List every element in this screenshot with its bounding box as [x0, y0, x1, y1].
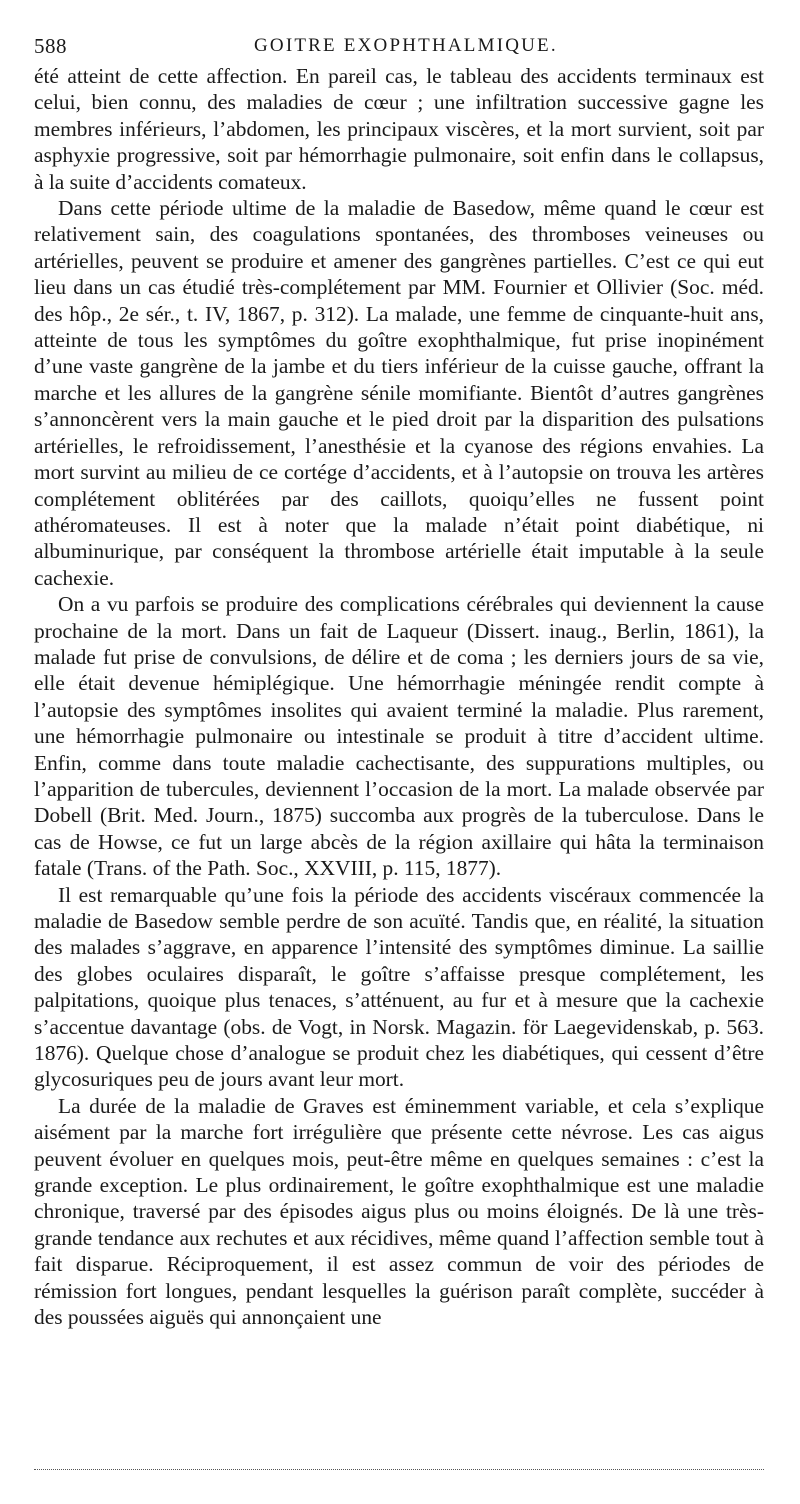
paragraph-4: Il est remarquable qu’une fois la période des accidents viscéraux commencée la maladie de Basedow semble perdre de son acuïté. Tandis que, en réalité, la situation des malades s’aggrave, en apparence l’intensité des symptômes diminue. La saillie des globes oculaires disparaît, le goître s’affaisse presque complétement, les palpitations, quoique plus tenaces, s’atténuent, au fur et à mesure que la cachexie s’accentue davantage (obs. de Vogt, in Norsk. Magazin. för Laegevidenskab, p. 563. 1876). Quelque chose d’analogue se produit chez les diabétiques, qui cessent d’être glycosuriques peu de jours avant leur mort. — [34, 882, 764, 1092]
paragraph-3: On a vu parfois se produire des complications cérébrales qui deviennent la cause prochaine de la mort. Dans un fait de Laqueur (Dissert. inaug., Berlin, 1861), la malade fut prise de convulsions, de délire et de coma ; les derniers jours de sa vie, elle était devenue hémiplégique. Une hémorrhagie méningée rendit compte à l’autopsie des symptômes insolites qui avaient terminé la maladie. Plus rarement, une hémorrhagie pulmonaire ou intestinale se produit à titre d’accident ultime. Enfin, comme dans toute maladie cachectisante, des suppurations multiples, ou l’apparition de tubercules, deviennent l’occasion de la mort. La malade observée par Dobell (Brit. Med. Journ., 1875) succomba aux progrès de la tuberculose. Dans le cas de Howse, ce fut un large abcès de la région axillaire qui hâta la terminaison fatale (Trans. of the Path. Soc., XXVIII, p. 115, 1877). — [34, 592, 764, 881]
footer-dotted-rule — [34, 1469, 764, 1470]
paragraph-2: Dans cette période ultime de la maladie de Basedow, même quand le cœur est relativement sain, des coagulations spontanées, des thromboses veineuses ou artérielles, peuvent se produire et amener des gangrènes partielles. C’est ce qui eut lieu dans un cas étudié très-complétement par MM. Fournier et Ollivier (Soc. méd. des hôp., 2e sér., t. IV, 1867, p. 312). La malade, une femme de cinquante-huit ans, atteinte de tous les symptômes du goître exophthalmique, fut prise inopinément d’une vaste gangrène de la jambe et du tiers inférieur de la cuisse gauche, offrant la marche et les allures de la gangrène sénile momifiante. Bientôt d’autres gangrènes s’annoncèrent vers la main gauche et le pied droit par la disparition des pulsations artérielles, le refroidissement, l’anesthésie et la cyanose des régions envahies. La mort survint au milieu de ce cortége d’accidents, et à l’autopsie on trouva les artères complétement oblitérées par des caillots, quoiqu’elles ne fussent point athéromateuses. Il est à noter que la malade n’était point diabétique, ni albuminurique, par conséquent la thrombose artérielle était imputable à la seule cachexie. — [34, 196, 764, 590]
page-title: GOITRE EXOPHTHALMIQUE. — [254, 35, 558, 56]
running-head — [34, 34, 768, 62]
page-number: 588 — [34, 34, 67, 58]
paragraph-5: La durée de la maladie de Graves est éminemment variable, et cela s’explique aisément par la marche fort irrégulière que présente cette névrose. Les cas aigus peuvent évoluer en quelques mois, peut-être même en quelques semaines : c’est la grande exception. Le plus ordinairement, le goître exophthalmique est une maladie chronique, traversé par des épisodes aigus plus ou moins éloignés. De là une très-grande tendance aux rechutes et aux récidives, même quand l’affection semble tout à fait disparue. Réciproquement, il est assez commun de voir des périodes de rémission fort longues, pendant lesquelles la guérison paraît complète, succéder à des poussées aiguës qui annonçaient une — [34, 1093, 764, 1330]
paragraph-1: été atteint de cette affection. En pareil cas, le tableau des accidents terminaux est celui, bien connu, des maladies de cœur ; une infiltration successive gagne les membres inférieurs, l’abdomen, les principaux viscères, et la mort survient, soit par asphyxie progressive, soit par hémorrhagie pulmonaire, soit enfin dans le collapsus, à la suite d’accidents comateux. — [34, 64, 764, 194]
text-body — [34, 63, 764, 1331]
